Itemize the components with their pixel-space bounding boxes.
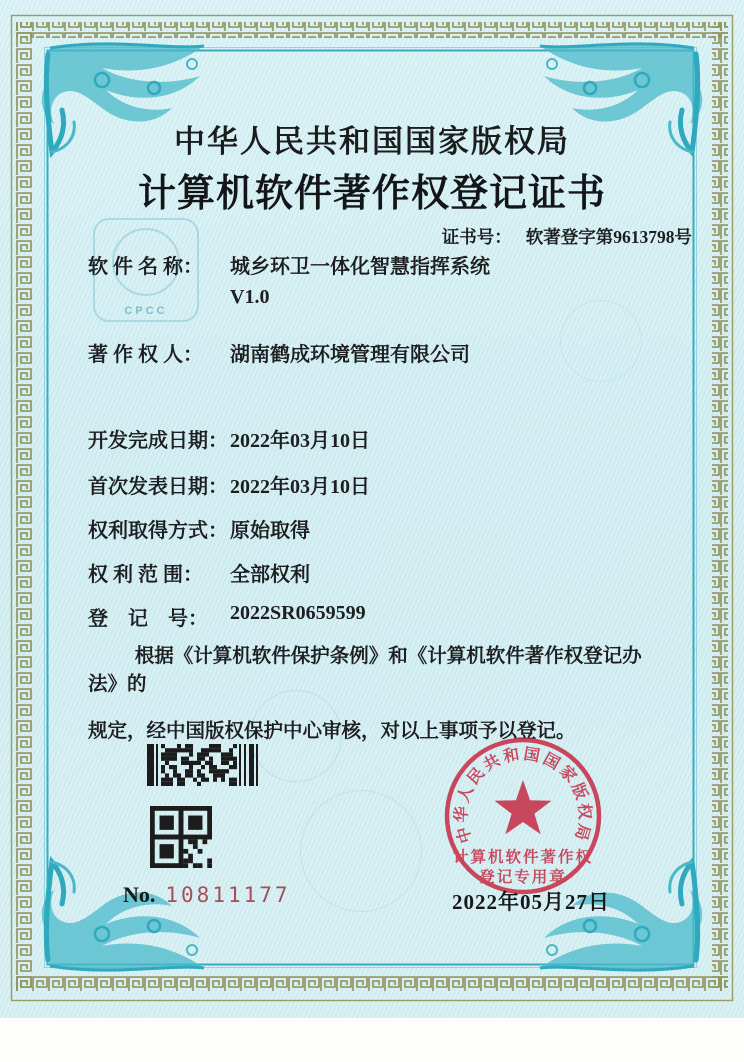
field-value: 湖南鹤成环境管理有限公司	[230, 344, 470, 366]
guilloche-ring	[560, 300, 642, 382]
serial-number: 10811177	[165, 883, 291, 907]
field-value: 全部权利	[230, 564, 310, 586]
software-version: V1.0	[230, 286, 270, 308]
field-row-software-name	[88, 250, 490, 309]
certificate-number-label: 证书号：	[441, 227, 512, 247]
seal-star-icon	[494, 780, 551, 834]
registration-number: 2022SR0659599	[230, 602, 366, 624]
certificate-number-value: 软著登字第9613798号	[525, 227, 692, 247]
field-value: 2022年03月10日	[230, 476, 370, 498]
meander-border-bottom	[16, 976, 728, 992]
field-label: 软 件 名 称：	[88, 256, 203, 278]
legal-statement-line1: 根据《计算机软件保护条例》和《计算机软件著作权登记办法》的	[88, 646, 642, 695]
field-value: 2022年03月10日	[230, 430, 370, 452]
official-seal	[438, 731, 608, 901]
certificate-title: 计算机软件著作权登记证书	[137, 173, 606, 215]
software-name: 城乡环卫一体化智慧指挥系统	[230, 256, 490, 278]
seal-text-line1: 计算机软件著作权	[452, 849, 594, 866]
field-label: 首次发表日期：	[88, 476, 228, 498]
seal-ring-text: 中华人民共和国国家版权局	[453, 745, 593, 845]
field-row-first-publish-date	[88, 470, 370, 499]
field-label: 权利取得方式：	[88, 520, 228, 542]
guilloche-ring	[300, 790, 422, 912]
field-row-acquisition-method	[88, 514, 310, 543]
field-row-registration-number	[88, 602, 366, 631]
issue-date: 2022年05月27日	[452, 890, 610, 914]
meander-border-top	[16, 22, 728, 38]
issuing-authority-title: 中华人民共和国国家版权局	[174, 124, 570, 159]
serial-prefix: No.	[123, 882, 156, 907]
legal-statement	[88, 640, 666, 743]
field-label: 登 记 号：	[88, 608, 208, 630]
field-value: 原始取得	[230, 520, 310, 542]
field-value	[230, 250, 490, 309]
field-row-copyright-owner	[88, 338, 470, 367]
field-label: 权 利 范 围：	[88, 564, 203, 586]
qr-code	[150, 806, 212, 868]
serial-number-line	[123, 882, 291, 908]
cpcc-watermark-label: CPCC	[124, 305, 168, 317]
barcode	[147, 744, 259, 786]
field-row-dev-complete-date	[88, 424, 370, 453]
field-row-rights-scope	[88, 558, 310, 587]
corner-flourish-bottom-left	[42, 862, 204, 970]
seal-text-line2: 登记专用章	[479, 869, 567, 886]
certificate-number-line	[442, 224, 692, 249]
field-label: 著 作 权 人：	[88, 344, 203, 366]
field-label: 开发完成日期：	[88, 430, 228, 452]
legal-statement-line2: 规定，经中国版权保护中心审核，对以上事项予以登记。	[88, 721, 576, 742]
